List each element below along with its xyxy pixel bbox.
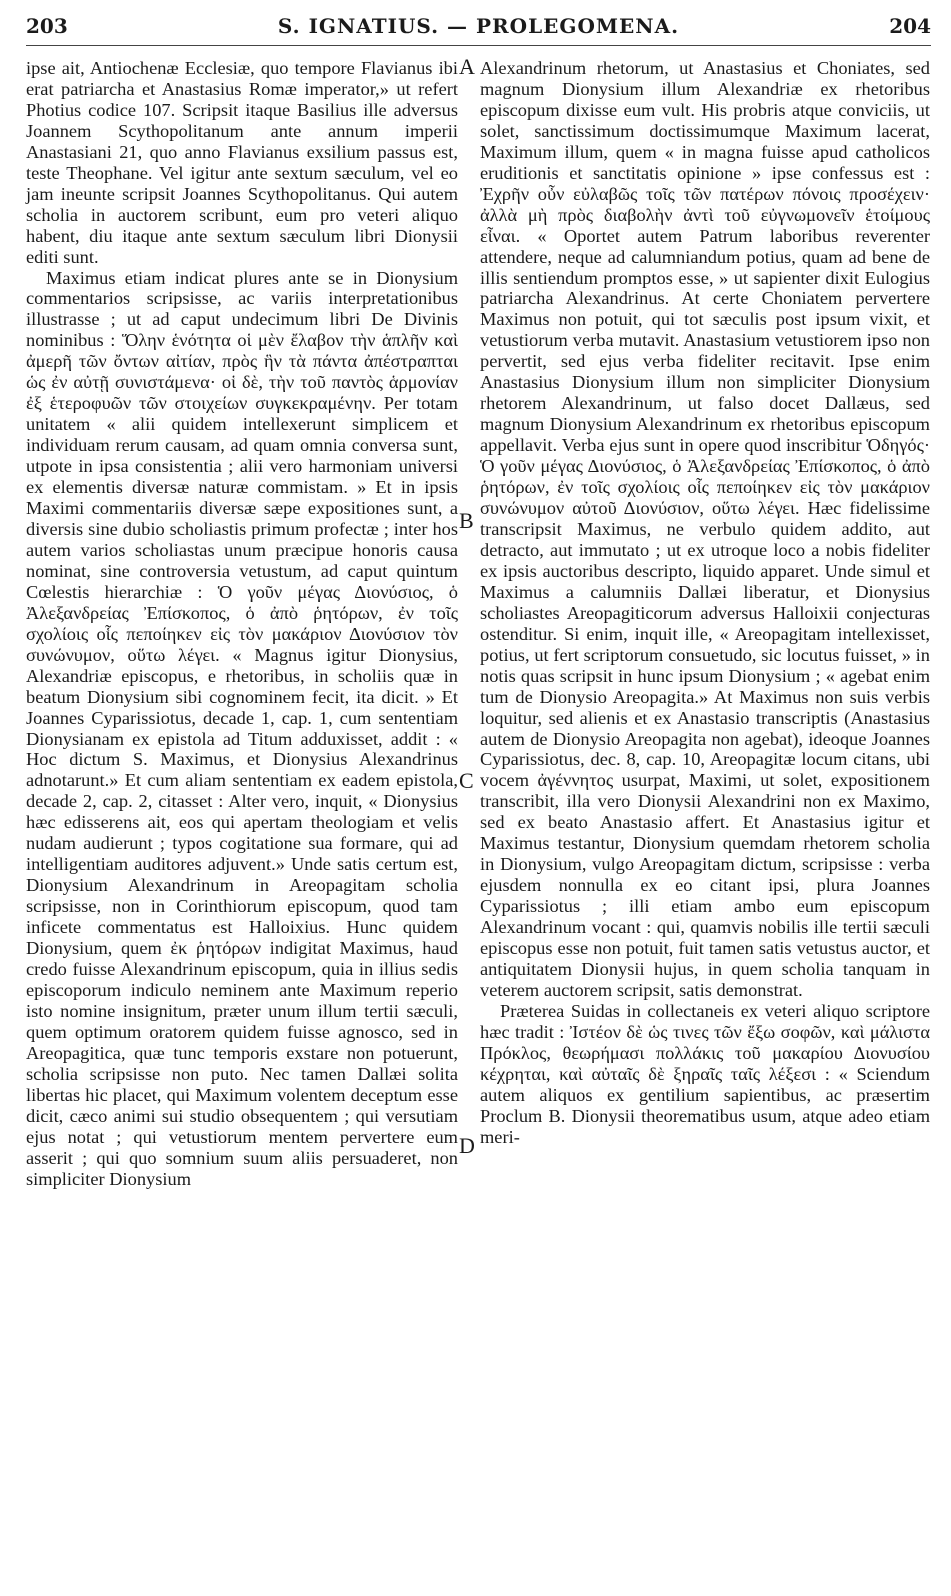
running-header (26, 4, 931, 40)
margin-letter-b: B (459, 508, 474, 533)
left-paragraph-2: Maximus etiam indicat plures ante se in Dionysium commentarios scripsisse, ac variis interpretationibus illustrasse ; ut ad caput undecimum libri De Divinis nominibus : Ὅλην ἑνότητα οἱ μὲν ἔλαβον τὴν ἁπλῆν καὶ ἀμερῆ τῶν ὄντων αἰτίαν, πρὸς ἣν τὰ πάντα ἀπέστραπται ὡς ἐν αὐτῇ συνιστάμενα· οἱ δὲ, τὴν τοῦ παντὸς ἁρμονίαν ἐξ ἑτεροφυῶν τῶν στοιχείων συγκεκραμένην. Per totam unitatem « alii quidem intellexerunt simplicem et individuam rerum causam, ad quam omnia conversa sunt, utpote in ipsa consistentia ; alii vero harmoniam universi ex elementis diversæ naturæ commistam. » Et in ipsis Maximi commentariis diversæ sæpe expositiones sunt, a diversis sine dubio scholiastis primum profectæ ; inter hos autem varios scholiastas unum præcipue honoris causa nominat, sine controversia vetustum, ad caput quintum Cœlestis hierarchiæ : Ὁ γοῦν μέγας Διονύσιος, ὁ Ἀλεξανδρείας Ἐπίσκοπος, ὁ ἀπὸ ῥητόρων, ἐν τοῖς σχολίοις οἷς πεποίηκεν εἰς τὸν μακάριον Διονύσιον τὸν συνώνυμον, οὕτω λέγει. « Magnus igitur Dionysius, Alexandriæ episcopus, e rhetoribus, in scholiis quæ in beatum Dionysium sibi cognominem fecit, ita dicit. » Et Joannes Cyparissiotus, decade 1, cap. 1, cum sententiam Dionysianam ex epistola ad Titum adduxisset, addit : « Hoc dictum S. Maximus, et Dionysius Alexandrinus adnotarunt.» Et cum aliam sententiam ex eadem epistola, decade 2, cap. 2, citasset : Alter vero, inquit, « Dionysius hæc edisserens ait, eos qui apertam theologiam et velis nudam audierunt ; typos cogitatione sua formare, qui ad intelligentiam auditores adjuvent.» Unde satis certum est, Dionysium Alexandrinum in Areopagitam scholia scripsisse, non in Corinthiorum episcopum, quod tam inficete commentatus est Halloixius. Hunc quidem Dionysium, quem ἐκ ῥητόρων indigitat Maximus, haud credo fuisse Alexandrinum episcopum, quia in illius sedis episcoporum indiculo neminem ante Maximum reperio isto nomine insignitum, præter unum illum tertii sæculi, quem optimum oratorem quidem fuisse agnosco, sed in Areopagitica, quæ tunc temporis exstare non potuerunt, scholia scripsisse non puto. Nec tamen Dallæi solita libertas hic placet, qui Maximum volentem deceptum esse dicit, cæco animi sui studio obsequentem ; qui versutiam ejus notat ; qui vetustiorum mentem pervertere eum asserit ; qui quo somnium suum aliis persuaderet, non simpliciter Dionysium (26, 267, 458, 1189)
right-paragraph-1: Alexandrinum rhetorum, ut Anastasius et Choniates, sed magnum Dionysium illum Alexandriæ ex rhetoribus episcopum dixisse eum vult. His probris atque conviciis, ut solet, sanctissimum doctissimumque Maximum lacerat, Maximum illum, quem « in magna fuisse apud catholicos eruditionis et sanctitatis opinione » ipse confessus est : Ἐχρῆν οὖν εὐλαβῶς τοῖς τῶν πατέρων πόνοις προσέχειν· ἀλλὰ μὴ πρὸς διαβολὴν ἀντὶ τοῦ εὐγνωμονεῖν ἑτοίμους εἶναι. « Oportet autem Patrum laboribus reverenter attendere, neque ad calumniandum potius, quam ad bene de illis sentiendum promptos esse, » ut sapienter dixit Eulogius patriarcha Alexandrinus. At certe Choniatem pervertere Maximus non potuit, qui tot sæculis post ipsum vixit, et vetustiorum verba mutavit. Anastasium vetustiorem ipso non pervertit, sed ejus verba fideliter recitavit. Ipse enim Anastasius Dionysium illum non simpliciter Dionysium rhetorem Alexandrinum, ut falso docet Dallæus, sed magnum Dionysium Alexandrinum ex rhetoribus episcopum appellavit. Verba ejus sunt in opere quod inscribitur Ὁδηγός· Ὁ γοῦν μέγας Διονύσιος, ὁ Ἀλεξανδρείας Ἐπίσκοπος, ὁ ἀπὸ ῥητόρων, ἐν τοῖς σχολίοις οἷς πεποίηκεν εἰς τὸν μακάριον συνώνυμον αὐτοῦ Διονύσιον, οὕτω λέγει. Hæc fidelissime transcripsit Maximus, ne verbulo quidem addito, aut detracto, aut immutato ; ut ex utroque loco a nobis fideliter ex ipsis auctoribus descripto, liquido apparet. Unde simul et Maximus a calumniis Dallæi liberatur, et Dionysius scholiastes Areopagiticorum adversus Halloixii conjecturas ostenditur. Si enim, inquit ille, « Areopagitam intellexisset, potius, ut fert scriptorum consuetudo, sic locutus fuisset, » in notis quas scripsit in hunc ipsum Dionysium ; « agebat enim tum de Dionysio Areopagita.» At Maximus non suis verbis loquitur, sed alienis et ex Anastasio transcriptis (Anastasius autem de Dionysio Areopagita non agebat), ideoque Joannes Cyparissiotus, dec. 8, cap. 10, Areopagitæ locum citans, ubi vocem ἀγέννητος usurpat, Maximi, ut solet, expositionem transcribit, illa vero Dionysii Alexandrini non ex Maximo, sed ex beato Anastasio affert. Et Anastasius igitur et Maximus testantur, Dionysium quemdam rhetorem scholia in Dionysium, vulgo Areopagitam dictum, scripsisse : verba ejusdem nonnulla ex eo citant ipsi, plura Joannes Cyparissiotus ; illi etiam ambo eum episcopum Alexandrinum vocant : qui, quamvis nobilis ille tertii sæculi episcopus esse non potuit, fuit tamen satis vetustus auctor, et antiquitatem Dionysii hujus, in quem scholia tanquam in veterem auctorem scripsit, satis demonstrat. (480, 58, 930, 1000)
running-title: S. IGNATIUS. — PROLEGOMENA. (277, 14, 680, 38)
left-column (26, 58, 458, 1189)
page-number-right: 204 (889, 14, 931, 38)
page-number-left: 203 (26, 14, 68, 38)
margin-letter-c: C (459, 768, 474, 793)
header-rule (26, 45, 931, 46)
right-paragraph-2: Præterea Suidas in collectaneis ex veteri aliquo scriptore hæc tradit : Ἰστέον δὲ ὡς τινες τῶν ἔξω σοφῶν, καὶ μάλιστα Πρόκλος, θεωρήμασι πολλάκις τοῦ μακαρίου Διονυσίου κέχρηται, καὶ αὐταῖς δὲ ξηραῖς ταῖς λέξεσι : « Sciendum autem aliquos ex gentilium sapientibus, ac præsertim Proclum B. Dionysii theorematibus usum, atque adeo etiam meri- (480, 1000, 930, 1147)
margin-letter-d: D (459, 1133, 475, 1158)
left-paragraph-1: ipse ait, Antiochenæ Ecclesiæ, quo tempore Flavianus ibi erat patriarcha et Anastasius Romæ imperator,» ut refert Photius codice 107. Scripsit itaque Basilius ille adversus Joannem Scythopolitanum ante annum imperii Anastasiani 21, quo anno Flavianus exsilium passus est, teste Theophane. Vel igitur ante sextum sæculum, vel eo jam ineunte scripsit Joannes Scythopolitanus. Qui autem scholia in auctorem scribunt, eum pro veteri aliquo habent, diu itaque ante sextum sæculum libri Dionysii editi sunt. (26, 58, 458, 267)
right-column (480, 58, 930, 1148)
margin-letter-a: A (459, 54, 475, 79)
